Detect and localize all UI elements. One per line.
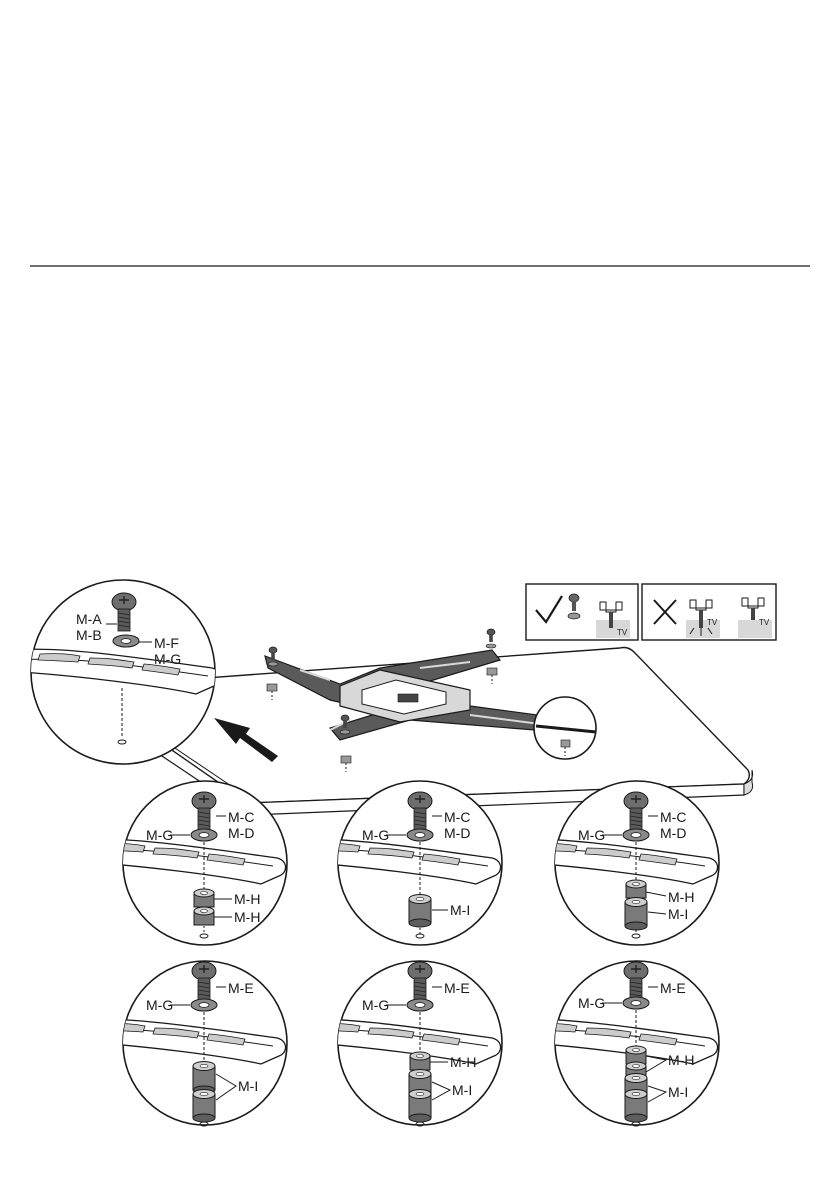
label-m-g: M-G [154, 651, 182, 667]
spacer-overview-2 [487, 668, 497, 675]
part-label-m-g: M-G [362, 827, 390, 843]
spacer-overview-1 [267, 684, 277, 691]
washer-m-f [113, 635, 139, 647]
part-label-m-h: M-H [668, 889, 695, 905]
part-label-m-c: M-C [444, 809, 471, 825]
part-label-m-h: M-H [234, 909, 261, 925]
label-m-b: M-B [76, 627, 102, 643]
part-label-m-g: M-G [146, 827, 174, 843]
wrong-usage-box [642, 584, 776, 640]
part-label-m-c: M-C [228, 809, 255, 825]
spacer-overview-3 [341, 756, 351, 763]
part-label-m-d: M-D [660, 825, 687, 841]
part-label-m-e: M-E [444, 980, 470, 996]
correct-usage-box [526, 584, 638, 640]
part-label-m-g: M-G [578, 827, 606, 843]
part-label-m-g: M-G [578, 995, 606, 1011]
detail-circle-3 [517, 781, 719, 945]
part-label-m-i: M-I [452, 1082, 473, 1098]
part-label-m-i: M-I [668, 1084, 689, 1100]
part-label-m-h: M-H [450, 1054, 477, 1070]
screw-overview-1 [268, 647, 278, 666]
screw-overview-2 [486, 629, 496, 648]
part-label-m-i: M-I [668, 906, 689, 922]
label-m-f: M-F [154, 635, 179, 651]
part-label-m-i: M-I [238, 1078, 259, 1094]
part-label-m-d: M-D [444, 825, 471, 841]
zoom-circle-small [534, 697, 596, 759]
detail-circle-6 [517, 961, 719, 1126]
label-m-a: M-A [76, 611, 102, 627]
part-label-m-d: M-D [228, 825, 255, 841]
tv-label-correct: TV [617, 628, 628, 637]
detail-circle-4 [85, 961, 287, 1126]
detail-circle-5 [300, 961, 502, 1126]
part-label-m-g: M-G [146, 997, 174, 1013]
part-label-m-c: M-C [660, 809, 687, 825]
part-label-m-g: M-G [362, 997, 390, 1013]
part-label-m-h: M-H [668, 1052, 695, 1068]
part-label-m-i: M-I [450, 902, 471, 918]
part-label-m-h: M-H [234, 891, 261, 907]
part-label-m-e: M-E [660, 980, 686, 996]
tv-label-wrong-2: TV [759, 618, 770, 627]
part-label-m-e: M-E [228, 980, 254, 996]
detail-circle-1 [85, 781, 287, 945]
tv-label-wrong-1: TV [707, 618, 718, 627]
